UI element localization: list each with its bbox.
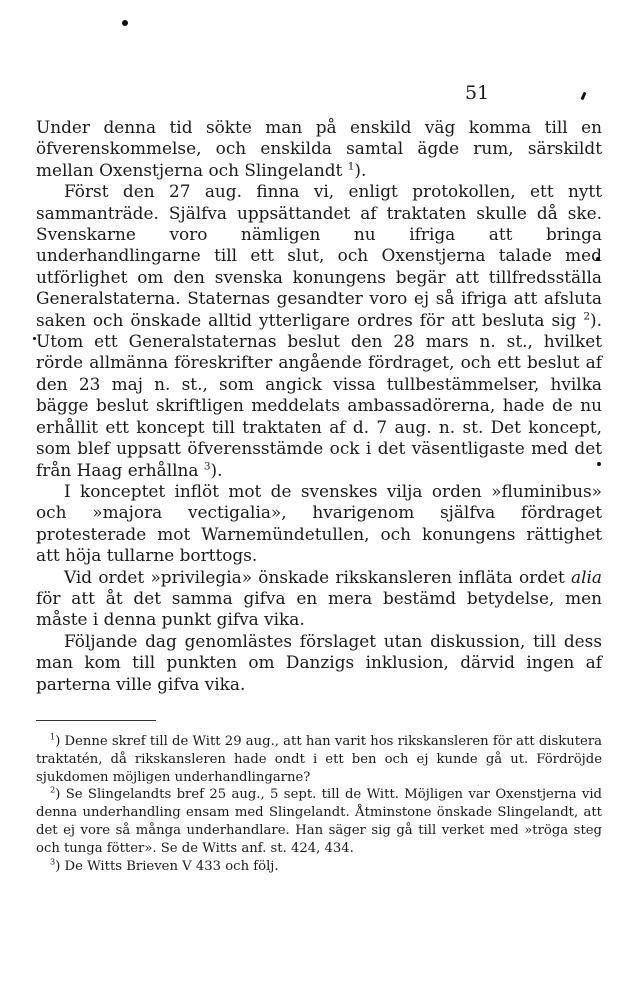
footnote-text: ) Denne skref till de Witt 29 aug., att han varit hos rikskansleren för att diskutera traktatén, då rikskansleren hade ondt i ett ben och ej kunde gå ut. Fördröjde sjukdomen möjligen underhandlingarne? — [36, 734, 602, 785]
paragraph-text: ). — [354, 159, 367, 180]
paragraph-text: Först den 27 aug. finna vi, enligt protokollen, ett nytt sammanträde. Själfva uppsättandet af traktaten skulle då ske. Svenskarne voro nämligen nu ifriga att bringa underhandlingarne till ett slut, och Oxenstjerna talade med utförlighet om den svenska konungens begär att tillfredsställa Generalstaterna. Staternas gesandter voro ej så ifriga att afsluta saken och önskade alltid ytterligare ordres för att besluta sig — [36, 181, 602, 330]
paragraph-text: Följande dag genomlästes förslaget utan diskussion, till dess man kom till punkten om Danzigs inklusion, därvid ingen af parterna ville gifva vika. — [36, 630, 602, 694]
paragraph-text: för att åt det samma gifva en mera bestämd betydelse, men måste i denna punkt gifva vika. — [36, 587, 602, 630]
footnote-3 — [36, 858, 602, 876]
footnote-ref: 3 — [203, 459, 211, 472]
footnote-mark: 3 — [50, 856, 56, 867]
paragraph-2 — [36, 181, 602, 481]
footnote-text: ) Se Slingelandts bref 25 aug., 5 sept. till de Witt. Möjligen var Oxenstjerna vid denna underhandling ensam med Slingelandt. Åtminstone önskade Slingelandt, att det ej vore så många underhandlare. Han säger sig gå till verket med »tröga steg och tunga fötter». Se de Witts anf. st. 424, 434. — [36, 787, 602, 856]
paragraph-4 — [36, 567, 602, 631]
paragraph-text: ). Utom ett Generalstaternas beslut den 28 mars n. st., hvilket rörde allmänna föreskrifter angående fördraget, och ett beslut af den 23 maj n. st., som angick vissa tullbestämmelser, hvilka bägge beslut skriftligen meddelats ambassadörerna, hade de nu erhållit ett koncept till traktaten af d. 7 aug. n. st. Det koncept, som blef uppsatt öfverensstämde ock i det väsentligaste med det från Haag erhållna — [36, 309, 602, 480]
footnote-divider — [36, 720, 156, 721]
body-text — [36, 117, 602, 695]
ink-speck — [580, 92, 586, 101]
paragraph-text: Under denna tid sökte man på enskild väg komma till en öfverenskommelse, och enskilda samtal ägde rum, särskildt mellan Oxenstjerna och Slingelandt — [36, 117, 602, 180]
paragraph-text: ). — [210, 459, 223, 480]
paragraph-5 — [36, 631, 602, 695]
footnote-ref: 2 — [583, 310, 591, 323]
paragraph-text: Vid ordet »privilegia» önskade rikskansleren infläta ordet — [64, 566, 572, 587]
footnote-mark: 1 — [50, 731, 56, 742]
footnote-1 — [36, 733, 602, 786]
footnote-2 — [36, 786, 602, 857]
footnote-ref: 1 — [347, 160, 355, 173]
italic-term: alia — [571, 566, 602, 587]
footnotes — [36, 733, 602, 875]
paragraph-1 — [36, 117, 602, 181]
footnote-mark: 2 — [50, 785, 56, 795]
page-number: 51 — [465, 82, 490, 104]
footnote-text: ) De Witts Brieven V 433 och följ. — [55, 858, 279, 874]
paragraph-3 — [36, 481, 602, 567]
ink-speck — [122, 20, 128, 26]
paragraph-text: I konceptet inflöt mot de svenskes vilja orden »fluminibus» och »majora vectigalia», hvarigenom själfva fördraget protesterade mot Warnemündetullen, och konungens rättighet att höja tullarne borttogs. — [36, 480, 602, 566]
